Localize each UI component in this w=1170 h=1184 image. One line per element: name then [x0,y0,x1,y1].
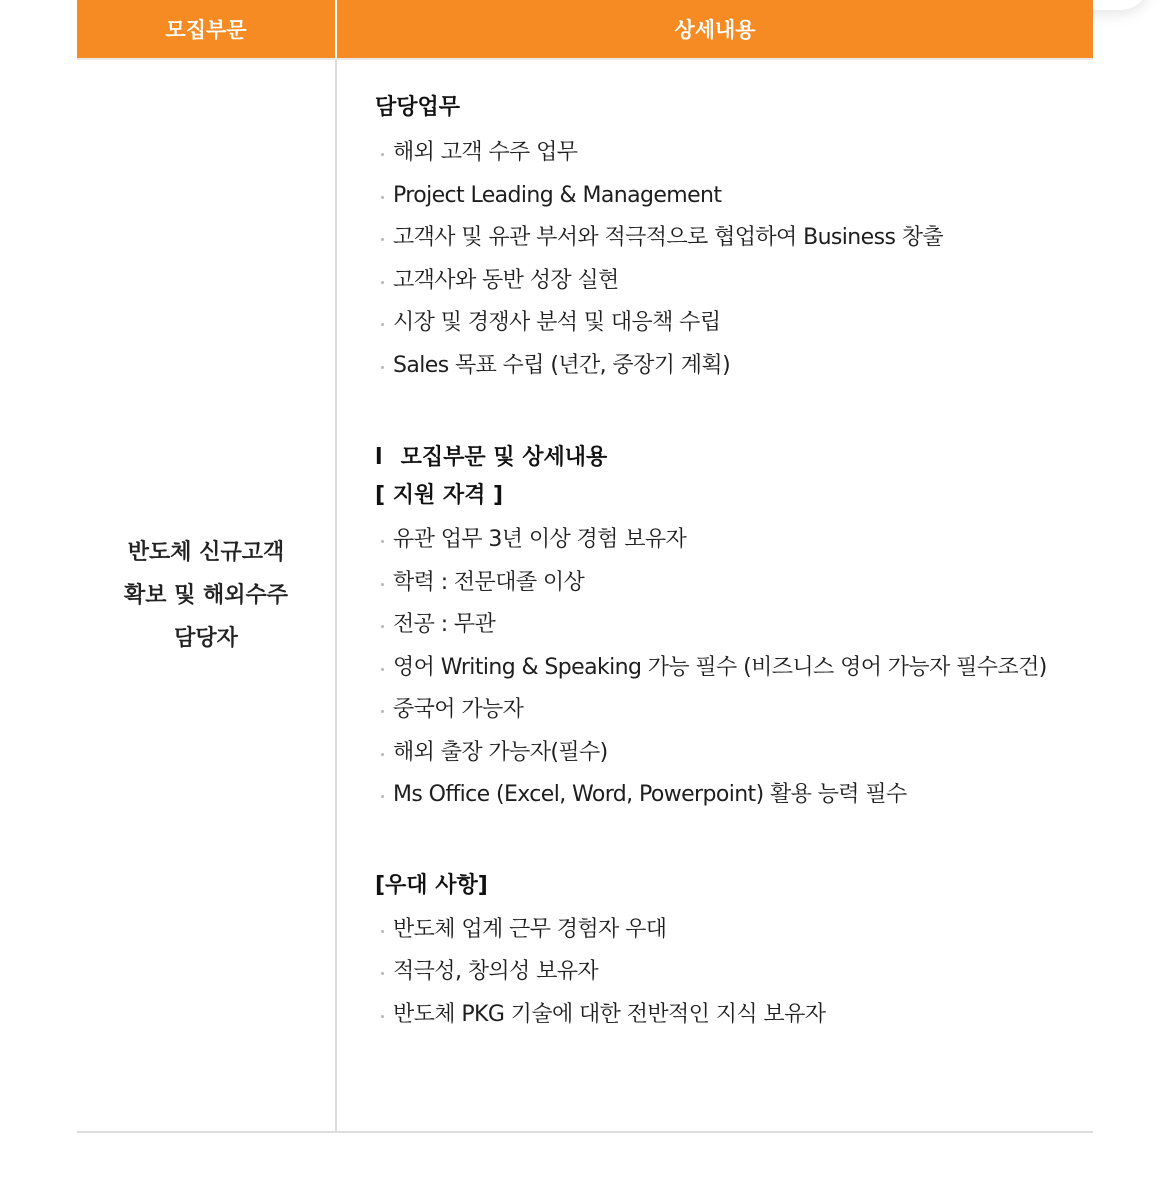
preference-title: [우대 사항] [375,872,488,898]
recruit-table [77,0,1093,1133]
duties-list [375,132,1073,387]
list-item: 고객사와 동반 성장 실현 [375,260,1073,303]
list-item: 고객사 및 유관 부서와 적극적으로 협업하여 Business 창출 [375,217,1073,260]
bullet-icon [381,1015,384,1018]
preference-list [375,909,1073,1037]
bullet-icon [381,238,384,241]
details-cell [337,60,1093,1131]
bullet-icon [381,153,384,156]
position-cell [77,60,337,1131]
list-item: 해외 출장 가능자(필수) [375,732,1073,775]
list-item: 해외 고객 수주 업무 [375,132,1073,175]
list-item: 시장 및 경쟁사 분석 및 대응책 수립 [375,302,1073,345]
bullet-icon [381,281,384,284]
header-details: 상세내용 [674,18,756,42]
bullet-icon [381,795,384,798]
table-header [77,0,1093,60]
list-item: Sales 목표 수립 (년간, 중장기 계획) [375,345,1073,388]
list-item: 학력 : 전문대졸 이상 [375,562,1073,605]
title-bar: l [375,445,383,470]
details-title [375,439,1073,477]
list-item: 적극성, 창의성 보유자 [375,951,1073,994]
list-item: Ms Office (Excel, Word, Powerpoint) 활용 능력 필수 [375,774,1073,817]
qualification-title: [ 지원 자격 ] [375,483,504,508]
bullet-icon [381,625,384,628]
details-title-text: 모집부문 및 상세내용 [400,445,608,470]
list-item: Project Leading & Management [375,175,1073,218]
bullet-icon [381,540,384,543]
list-item: 반도체 업계 근무 경험자 우대 [375,909,1073,952]
bullet-icon [381,323,384,326]
header-position: 모집부문 [77,0,337,58]
bullet-icon [381,710,384,713]
qualification-list [375,519,1073,817]
bullet-icon [381,668,384,671]
position-line-2: 확보 및 해외수주 [123,583,289,608]
list-item: 중국어 가능자 [375,689,1073,732]
list-item: 영어 Writing & Speaking 가능 필수 (비즈니스 영어 가능자 필수조건) [375,647,1073,690]
list-item: 유관 업무 3년 이상 경험 보유자 [375,519,1073,562]
bullet-icon [381,366,384,369]
duties-title: 담당업무 [375,95,461,120]
bullet-icon [381,196,384,199]
bullet-icon [381,930,384,933]
list-item: 전공 : 무관 [375,604,1073,647]
position-line-3: 담당자 [174,626,238,651]
bullet-icon [381,753,384,756]
position-line-1: 반도체 신규고객 [127,540,285,565]
bullet-icon [381,583,384,586]
bullet-icon [381,972,384,975]
list-item: 반도체 PKG 기술에 대한 전반적인 지식 보유자 [375,994,1073,1037]
table-row [77,60,1093,1133]
